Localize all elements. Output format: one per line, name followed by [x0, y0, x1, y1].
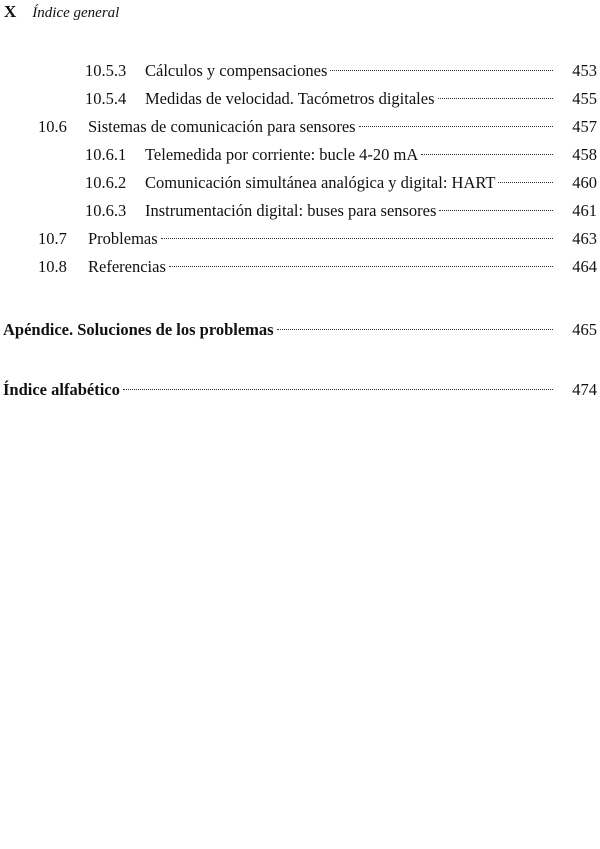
dot-leader — [439, 210, 553, 211]
toc-entry-title: Instrumentación digital: buses para sensores — [145, 201, 437, 220]
toc-entry-apendice[interactable] — [3, 318, 597, 342]
dot-leader — [438, 98, 554, 99]
toc-entry-number: 10.6.3 — [85, 201, 127, 220]
toc-entry-number: 10.6.2 — [85, 173, 127, 192]
toc-entry-10-5-3[interactable] — [85, 59, 597, 83]
dot-leader — [277, 329, 553, 330]
toc-entry-page: 463 — [572, 229, 597, 248]
running-head — [4, 0, 119, 24]
toc-entry-page: 458 — [572, 145, 597, 164]
toc-entry-title: Medidas de velocidad. Tacómetros digitales — [145, 89, 435, 108]
toc-entry-indice-alfabetico[interactable] — [3, 378, 597, 402]
toc-entry-10-6-3[interactable] — [85, 199, 597, 223]
toc-entry-10-6-2[interactable] — [85, 171, 597, 195]
toc-entry-number: 10.6 — [38, 117, 67, 136]
toc-entry-10-7[interactable] — [38, 227, 597, 251]
toc-entry-number: 10.7 — [38, 229, 67, 248]
toc-entry-page: 465 — [572, 320, 597, 339]
toc-entry-page: 461 — [572, 201, 597, 220]
toc-entry-10-8[interactable] — [38, 255, 597, 279]
toc-entry-page: 464 — [572, 257, 597, 276]
toc-entry-number: 10.6.1 — [85, 145, 127, 164]
toc-entry-page: 455 — [572, 89, 597, 108]
dot-leader — [169, 266, 553, 267]
toc-entry-page: 474 — [572, 380, 597, 399]
dot-leader — [123, 389, 553, 390]
running-head-title: Índice general — [32, 5, 120, 21]
toc-entry-title: Comunicación simultánea analógica y digital: HART — [145, 173, 496, 192]
toc-entry-title: Apéndice. Soluciones de los problemas — [3, 320, 274, 339]
toc-entry-number: 10.8 — [38, 257, 67, 276]
toc-entry-title: Índice alfabético — [3, 380, 120, 399]
toc-entry-number: 10.5.3 — [85, 61, 127, 80]
toc-entry-title: Telemedida por corriente: bucle 4-20 mA — [145, 145, 419, 164]
toc-entry-title: Cálculos y compensaciones — [145, 61, 328, 80]
dot-leader — [161, 238, 553, 239]
dot-leader — [330, 70, 553, 71]
dot-leader — [359, 126, 553, 127]
toc-entry-title: Referencias — [88, 257, 166, 276]
toc-entry-10-6-1[interactable] — [85, 143, 597, 167]
dot-leader — [421, 154, 553, 155]
toc-entry-title: Sistemas de comunicación para sensores — [88, 117, 356, 136]
toc-entry-number: 10.5.4 — [85, 89, 127, 108]
page-number-roman: X — [4, 2, 17, 21]
toc-entry-title: Problemas — [88, 229, 158, 248]
toc-entry-10-5-4[interactable] — [85, 87, 597, 111]
toc-entry-page: 453 — [572, 61, 597, 80]
toc-entry-page: 460 — [572, 173, 597, 192]
toc-entry-10-6[interactable] — [38, 115, 597, 139]
toc-entry-page: 457 — [572, 117, 597, 136]
dot-leader — [498, 182, 553, 183]
